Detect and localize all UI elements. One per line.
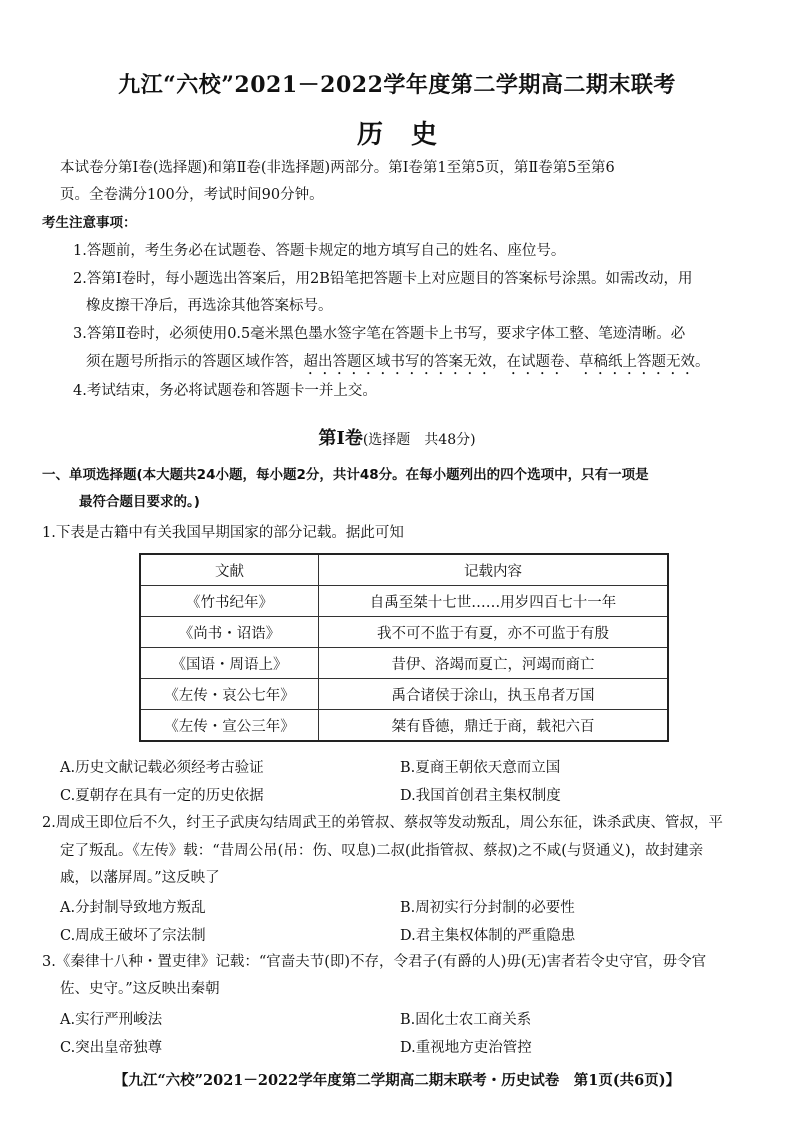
part1-instruction-line-2: 最符合题目要求的。) — [79, 494, 200, 510]
notice-item-3-line-1: 3.答第Ⅱ卷时，必须使用0.5毫米黑色墨水签字笔在答题卡上书写，要求字体工整、笔迹清晰。必 — [73, 326, 686, 342]
table-header-cell: 文献 — [140, 554, 319, 586]
table-row — [140, 679, 668, 710]
q2-line-3: 戚，以藩屏周。”这反映了 — [60, 870, 220, 886]
table-cell: 我不可不监于有夏，亦不可监于有殷 — [319, 617, 669, 648]
table-cell: 《左传・哀公七年》 — [140, 679, 319, 710]
q3-line-1: 3.《秦律十八种・置吏律》记载：“官啬夫节(即)不存，令君子(有爵的人)毋(无)害者若令史守官，毋令官 — [42, 954, 707, 970]
q3-option-a: A.实行严刑峻法 — [60, 1012, 163, 1028]
table-cell: 《尚书・诏诰》 — [140, 617, 319, 648]
part1-instruction-line-1: 一、单项选择题(本大题共24小题，每小题2分，共计48分。在每小题列出的四个选项中，只有一项是 — [42, 467, 649, 483]
notice-item-2-line-2: 橡皮擦干净后，再选涂其他答案标号。 — [86, 298, 333, 314]
q1-stem: 1.下表是古籍中有关我国早期国家的部分记载。据此可知 — [42, 525, 404, 541]
q2-option-a: A.分封制导致地方叛乱 — [60, 900, 206, 916]
table-row — [140, 586, 668, 617]
table-row — [140, 617, 668, 648]
q2-option-c: C.周成王破坏了宗法制 — [60, 928, 206, 944]
table-cell: 《竹书纪年》 — [140, 586, 319, 617]
section-title: 第Ⅰ卷 — [318, 428, 363, 449]
table-cell: 《国语・周语上》 — [140, 648, 319, 679]
table-row — [140, 710, 668, 742]
q2-line-1: 2.周成王即位后不久，纣王子武庚勾结周武王的弟管叔、蔡叔等发动叛乱，周公东征，诛杀武庚、管叔，平 — [42, 815, 723, 831]
q1-option-d: D.我国首创君主集权制度 — [400, 788, 561, 804]
q3-option-c: C.突出皇帝独尊 — [60, 1040, 163, 1056]
table-row — [140, 648, 668, 679]
notice-item-1: 1.答题前，考生务必在试题卷、答题卡规定的地方填写自己的姓名、座位号。 — [73, 243, 566, 259]
section-heading — [0, 424, 794, 450]
section-subtitle: (选择题 共48分) — [362, 432, 476, 448]
q3-line-2: 佐、史守。”这反映出秦朝 — [60, 981, 220, 997]
table-cell: 自禹至桀十七世……用岁四百七十一年 — [319, 586, 669, 617]
page-footer: 【九江“六校”2021－2022学年度第二学期高二期末联考・历史试卷 第1页(共6页)】 — [113, 1072, 681, 1089]
q3-option-b: B.固化士农工商关系 — [400, 1012, 532, 1028]
table-cell: 《左传・宣公三年》 — [140, 710, 319, 742]
notice-item-3-line-2 — [86, 349, 710, 378]
intro-line-1: 本试卷分第Ⅰ卷(选择题)和第Ⅱ卷(非选择题)两部分。第Ⅰ卷第1至第5页，第Ⅱ卷第5至第6 — [60, 160, 615, 176]
q2-line-2: 定了叛乱。《左传》载：“昔周公吊(吊：伤、叹息)二叔(此指管叔、蔡叔)之不咸(与贤通义)，故封建亲 — [60, 843, 704, 859]
notice-item-3-line-2a: 须在题号所指示的答题区域作答， — [86, 354, 304, 370]
q1-option-c: C.夏朝存在具有一定的历史依据 — [60, 788, 264, 804]
table-header-row — [140, 554, 668, 586]
table-cell: 桀有昏德，鼎迁于商，载祀六百 — [319, 710, 669, 742]
notice-item-2-line-1: 2.答第Ⅰ卷时，每小题选出答案后，用2B铅笔把答题卡上对应题目的答案标号涂黑。如需改动，用 — [73, 271, 693, 287]
notice-item-4: 4.考试结束，务必将试题卷和答题卡一并上交。 — [73, 383, 377, 399]
notice-heading: 考生注意事项： — [42, 215, 137, 231]
table-cell: 昔伊、洛竭而夏亡，河竭而商亡 — [319, 648, 669, 679]
q3-option-d: D.重视地方吏治管控 — [400, 1040, 532, 1056]
notice-emphasis: 超出答题区域书写的答案无效，在试题卷、草稿纸上答题无效 — [303, 354, 695, 370]
subject-title: 历史 — [356, 120, 465, 150]
q2-option-b: B.周初实行分封制的必要性 — [400, 900, 575, 916]
q2-option-d: D.君主集权体制的严重隐患 — [400, 928, 576, 944]
q1-option-a: A.历史文献记载必须经考古验证 — [60, 760, 264, 776]
notice-item-3-line-2c: 。 — [695, 354, 710, 370]
intro-line-2: 页。全卷满分100分，考试时间90分钟。 — [60, 187, 324, 203]
q1-records-table — [139, 553, 669, 742]
table-header-cell: 记载内容 — [319, 554, 669, 586]
exam-title: 九江“六校”2021－2022学年度第二学期高二期末联考 — [118, 72, 676, 98]
table-cell: 禹合诸侯于涂山，执玉帛者万国 — [319, 679, 669, 710]
q1-option-b: B.夏商王朝依天意而立国 — [400, 760, 561, 776]
